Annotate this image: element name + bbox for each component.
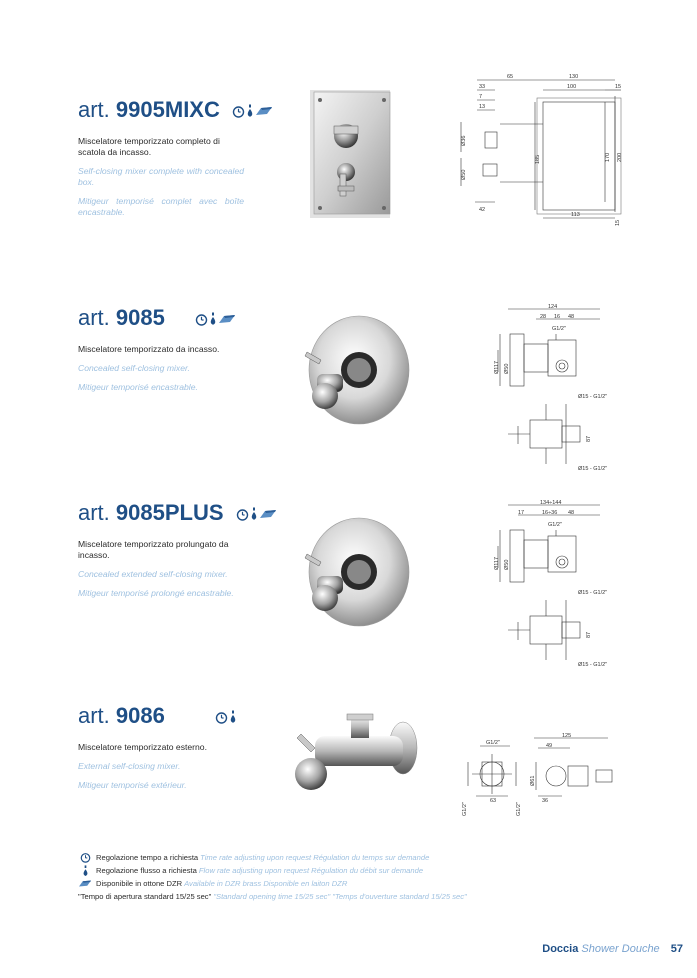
brass-icon [259, 508, 277, 520]
dim-label: 49 [546, 743, 553, 749]
dim-label: 16÷36 [542, 510, 558, 516]
feature-icons [215, 710, 237, 724]
title-prefix: art. [78, 500, 110, 525]
dim-label: Ø50 [504, 559, 510, 570]
dim-label: 124 [548, 304, 558, 310]
description-it: Miscelatore temporizzato esterno. [78, 742, 207, 752]
dim-label: 48 [568, 510, 575, 516]
dim-label: G1/2" [548, 522, 562, 528]
product-description [78, 539, 244, 607]
legend-text-it: Regolazione tempo a richiesta [96, 853, 199, 862]
legend-text-translation: Time rate adjusting upon request Régulation du temps sur demande [200, 853, 430, 862]
dim-label: 200 [617, 152, 623, 162]
description-it: Miscelatore temporizzato da incasso. [78, 344, 220, 354]
legend-text-translation: Available in DZR brass Disponible en laiton DZR [184, 879, 348, 888]
legend-text-it: "Tempo di apertura standard 15/25 sec" [78, 892, 212, 901]
technical-drawing-9905mixc [455, 72, 635, 232]
footer-section-translation: Shower Douche [581, 943, 660, 955]
dim-label: Ø117 [494, 360, 500, 374]
description-fr: Mitigeur temporisé encastrable. [78, 382, 198, 392]
product-description [78, 136, 244, 226]
product-description [78, 344, 244, 401]
brass-icon [218, 313, 236, 325]
product-photo-9905mixc [300, 76, 400, 224]
flow-drop-icon [246, 104, 254, 118]
description-fr: Mitigeur temporisé complet avec boîte encastrable. [78, 196, 244, 217]
dim-label: Ø50 [504, 363, 510, 374]
description-en: Self-closing mixer complete with concealed box. [78, 166, 244, 187]
page-number: 57 [670, 943, 683, 955]
technical-drawing-9085 [490, 304, 630, 474]
feature-icons [195, 312, 236, 326]
description-fr: Mitigeur temporisé extérieur. [78, 780, 187, 790]
icon-legend [78, 851, 467, 903]
dim-label: 170 [605, 152, 611, 162]
dim-label: G1/2" [486, 740, 500, 746]
product-photo-9085 [293, 312, 413, 430]
dim-label: Ø15 - G1/2" [578, 662, 608, 668]
product-photo-9085plus [293, 514, 413, 632]
title-prefix: art. [78, 305, 110, 330]
dim-label: G1/2" [552, 326, 566, 332]
brass-icon [255, 105, 273, 117]
flow-drop-icon [229, 710, 237, 724]
dim-label: 16 [554, 314, 561, 320]
timer-icon [236, 508, 249, 521]
product-description [78, 742, 244, 799]
dim-label: 28 [540, 314, 547, 320]
timer-icon [215, 711, 228, 724]
dim-label: 100 [567, 84, 577, 90]
description-fr: Mitigeur temporisé prolongé encastrable. [78, 588, 234, 598]
title-prefix: art. [78, 703, 110, 728]
title-prefix: art. [78, 97, 110, 122]
description-en: Concealed extended self-closing mixer. [78, 569, 228, 579]
dim-label: Ø117 [494, 556, 500, 570]
dim-label: G1/2" [516, 802, 522, 816]
dim-label: 7 [479, 94, 483, 100]
title-code: 9086 [115, 703, 165, 728]
dim-label: 33 [479, 84, 486, 90]
legend-text-it: Disponibile in ottone DZR [96, 879, 183, 888]
product-title [78, 305, 236, 331]
flow-drop-icon [82, 865, 89, 877]
technical-drawing-9085plus [490, 500, 630, 670]
dim-label: G1/2" [462, 802, 468, 816]
legend-item [78, 877, 467, 890]
timer-icon [80, 852, 91, 863]
dim-label: Ø50 [461, 169, 467, 180]
dim-label: 185 [535, 154, 541, 164]
flow-drop-icon [250, 507, 258, 521]
product-photo-9086 [285, 712, 425, 800]
dim-label: 87 [586, 631, 592, 638]
description-en: Concealed self-closing mixer. [78, 363, 190, 373]
legend-item [78, 890, 467, 903]
technical-drawing-9086 [458, 732, 628, 822]
title-code: 9085 [115, 305, 165, 330]
description-en: External self-closing mixer. [78, 761, 181, 771]
timer-icon [195, 313, 208, 326]
dim-label: 63 [490, 798, 497, 804]
legend-text-translation: "Standard opening time 15/25 sec" "Temps d'ouverture standard 15/25 sec" [213, 892, 467, 901]
product-title [78, 703, 237, 729]
dim-label: 130 [569, 74, 579, 80]
dim-label: Ø61 [530, 775, 536, 786]
dim-label: Ø15 - G1/2" [578, 394, 608, 400]
description-it: Miscelatore temporizzato prolungato da incasso. [78, 539, 229, 560]
page-footer [542, 943, 683, 955]
footer-section: Doccia [542, 943, 579, 955]
dim-label: 113 [571, 212, 580, 218]
feature-icons [236, 507, 277, 521]
description-it: Miscelatore temporizzato completo di scatola da incasso. [78, 136, 220, 157]
dim-label: 42 [479, 207, 486, 213]
title-code: 9085PLUS [115, 500, 224, 525]
title-code: 9905MIXC [115, 97, 220, 122]
dim-label: 65 [507, 74, 514, 80]
dim-label: 17 [518, 510, 525, 516]
product-title [78, 97, 273, 123]
dim-label: 87 [586, 435, 592, 442]
legend-item [78, 864, 467, 877]
dim-label: 134÷144 [540, 500, 562, 506]
dim-label: 13 [479, 104, 486, 110]
dim-label: 36 [542, 798, 549, 804]
dim-label: Ø15 - G1/2" [578, 466, 608, 472]
timer-icon [232, 105, 245, 118]
brass-icon [78, 879, 92, 888]
legend-text-it: Regolazione flusso a richiesta [96, 866, 197, 875]
dim-label: 15 [615, 84, 622, 90]
dim-label: Ø36 [461, 135, 467, 146]
legend-item [78, 851, 467, 864]
dim-label: 15 [615, 219, 621, 226]
product-title [78, 500, 277, 526]
flow-drop-icon [209, 312, 217, 326]
dim-label: Ø15 - G1/2" [578, 590, 608, 596]
dim-label: 48 [568, 314, 575, 320]
legend-text-translation: Flow rate adjusting upon request Régulation du débit sur demande [198, 866, 424, 875]
feature-icons [232, 104, 273, 118]
dim-label: 125 [562, 733, 572, 739]
